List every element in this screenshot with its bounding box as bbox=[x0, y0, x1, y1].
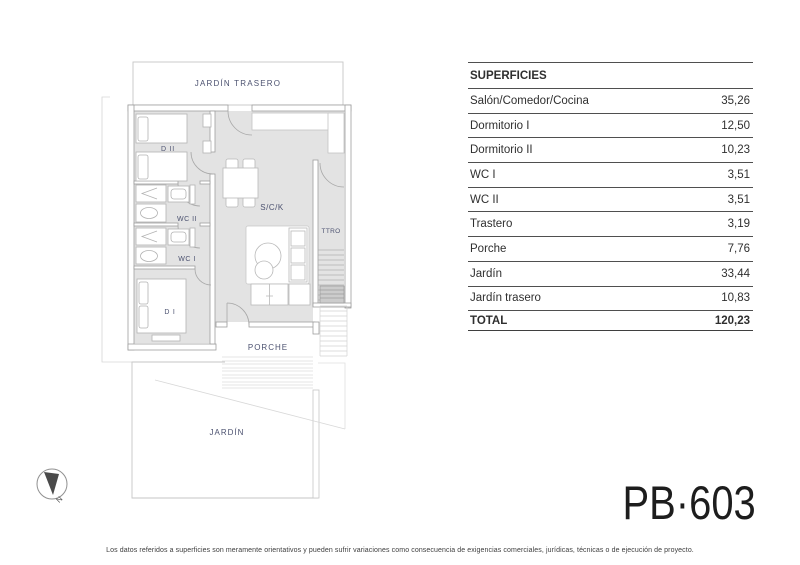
table-total-row bbox=[468, 311, 753, 331]
table-row bbox=[468, 188, 753, 213]
label-wc2: WC II bbox=[177, 216, 197, 223]
plan-code: PB·603 bbox=[622, 476, 756, 529]
label-garden: JARDÍN bbox=[209, 428, 245, 437]
row-value: 3,51 bbox=[727, 193, 750, 206]
table-title: SUPERFICIES bbox=[470, 69, 547, 82]
row-value: 3,19 bbox=[727, 218, 750, 231]
row-label: Jardín trasero bbox=[470, 292, 541, 305]
table-row bbox=[468, 212, 753, 237]
row-label: Porche bbox=[470, 242, 507, 255]
footer-disclaimer: Los datos referidos a superficies son meramente orientativos y pueden sufrir variaciones como consecuencia de exigencias comerciales, jurídicas, técnicas o de ejecución de proyecto. bbox=[106, 547, 694, 554]
bedroom1-furniture bbox=[137, 279, 186, 341]
surfaces-table bbox=[468, 62, 753, 331]
label-bedroom2: D II bbox=[160, 146, 176, 153]
label-porch: PORCHE bbox=[247, 343, 289, 352]
row-label: Dormitorio I bbox=[470, 119, 530, 132]
row-label: Jardín bbox=[470, 267, 502, 280]
table-row bbox=[468, 114, 753, 139]
row-value: 10,83 bbox=[721, 292, 750, 305]
row-label: Trastero bbox=[470, 218, 513, 231]
row-value: 3,51 bbox=[727, 168, 750, 181]
row-value: 12,50 bbox=[721, 119, 750, 132]
label-storage: TTRO bbox=[321, 228, 341, 235]
row-value: 10,23 bbox=[721, 144, 750, 157]
compass-north-icon bbox=[37, 469, 67, 505]
table-row bbox=[468, 237, 753, 262]
row-label: WC II bbox=[470, 193, 499, 206]
porch-hatch bbox=[222, 357, 313, 388]
table-row bbox=[468, 262, 753, 287]
label-bedroom1: D I bbox=[164, 309, 176, 316]
row-value: 35,26 bbox=[721, 94, 750, 107]
table-header-row bbox=[468, 63, 753, 89]
table-row bbox=[468, 287, 753, 312]
label-rear-garden: JARDÍN TRASERO bbox=[194, 79, 282, 88]
row-value: 33,44 bbox=[721, 267, 750, 280]
row-label: Dormitorio II bbox=[470, 144, 533, 157]
total-value: 120,23 bbox=[714, 314, 750, 327]
table-row bbox=[468, 138, 753, 163]
exterior-steps bbox=[320, 306, 347, 356]
row-value: 7,76 bbox=[727, 242, 750, 255]
row-label: Salón/Comedor/Cocina bbox=[470, 94, 589, 107]
compass-north-label: N bbox=[54, 494, 65, 505]
table-row bbox=[468, 89, 753, 114]
label-wc1: WC I bbox=[178, 256, 196, 263]
table-row bbox=[468, 163, 753, 188]
label-livingroom: S/C/K bbox=[260, 203, 284, 212]
total-label: TOTAL bbox=[470, 314, 508, 327]
row-label: WC I bbox=[470, 168, 496, 181]
